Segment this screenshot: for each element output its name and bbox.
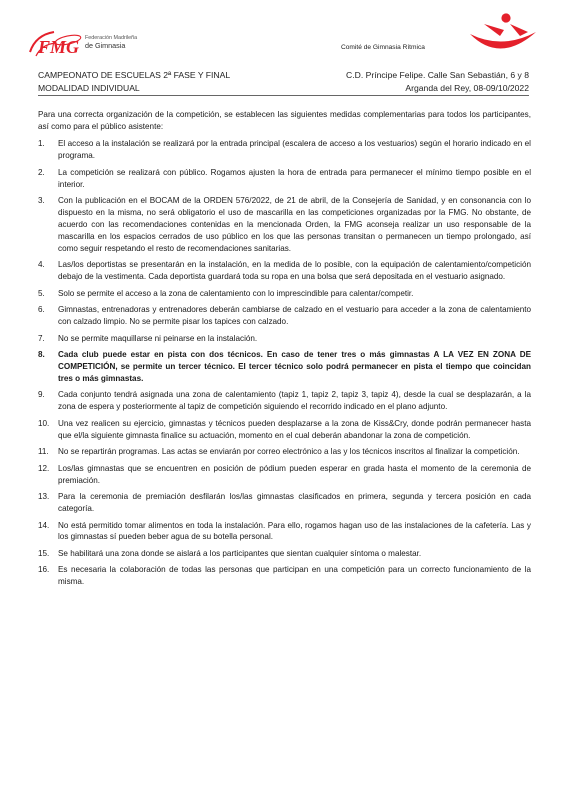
rule-text: Con la publicación en el BOCAM de la ORDEN 576/2022, de 21 de abril, de la Consejería de Sanidad, y en consonancia con lo dispuesto en la misma, no será obligatorio el uso de mascarilla en las competiciones organizadas por la FMG. No obstante, de acuerdo con las recomendaciones contenidas en la mencionada Orden, la FMG aconseja realizar un uso responsable de la mascarilla en los espacios cerrados de uso público en los que las personas transitan o permanecen un tiempo prolongado, así como seguir respetando el resto de recomendaciones sanitarias. <box>58 196 531 253</box>
rule-text: Es necesaria la colaboración de todas las personas que participan en una competición para un correcto funcionamiento de la misma. <box>58 565 531 587</box>
event-title-line-1: CAMPEONATO DE ESCUELAS 2ª FASE Y FINAL <box>38 70 231 80</box>
rule-number: 2. <box>38 167 45 177</box>
rule-item <box>38 195 531 255</box>
comite-name: Comité de Gimnasia Rítmica <box>341 44 425 51</box>
intro-paragraph: Para una correcta organización de la competición, se establecen las siguientes medidas complementarias para todos los participantes, así como para el público asistente: <box>38 110 531 131</box>
rule-item <box>38 491 531 515</box>
fmg-logo <box>26 26 156 60</box>
federation-name <box>85 35 137 50</box>
rule-item <box>38 418 531 442</box>
rule-text: Cada conjunto tendrá asignada una zona de calentamiento (tapiz 1, tapiz 2, tapiz 3, tapiz 4), desde la cual se desplazarán, a la zona de espera y posteriormente al tapiz de competición siguiendo el recorrido indicado en el plano adjunto. <box>58 390 531 412</box>
rule-item <box>38 463 531 487</box>
rule-item <box>38 288 531 300</box>
rule-number: 15. <box>38 548 50 558</box>
rule-text: La competición se realizará con público. Rogamos ajusten la hora de entrada para permanecer el mínimo tiempo posible en el interior. <box>58 167 531 189</box>
rule-text: Se habilitará una zona donde se aislará a los participantes que sientan cualquier síntoma o malestar. <box>58 548 422 558</box>
rule-number: 1. <box>38 139 45 149</box>
rule-text: Para la ceremonia de premiación desfilarán los/las gimnastas clasificados en primera, segunda y tercera posición en cada categoría. <box>58 492 531 513</box>
fmg-logo-mark-icon <box>26 26 84 60</box>
federation-line-1: Federación Madrileña <box>85 35 138 41</box>
rule-item <box>38 167 531 191</box>
rule-text: Gimnastas, entrenadoras y entrenadores deberán cambiarse de calzado en el vestuario para acceder a la zona de calentamiento con calzado limpio. No se permite pisar los tapices con calzado. <box>58 305 531 327</box>
rule-number: 9. <box>38 390 45 400</box>
rule-number: 7. <box>38 333 45 343</box>
event-venue-line-2: Arganda del Rey, 08-09/10/2022 <box>405 82 529 93</box>
rule-item <box>38 349 531 385</box>
rule-text: No se permite maquillarse ni peinarse en la instalación. <box>58 333 258 343</box>
document-body <box>38 109 531 593</box>
rules-list <box>38 138 531 588</box>
rule-item <box>38 446 531 458</box>
rule-text: Las/los deportistas se presentarán en la instalación, en la medida de lo posible, con la equipación de calentamiento/competición debajo de la vestimenta. Cada deportista guardará toda su ropa en una bolsa que será depositada en el vestuario asignado. <box>58 260 531 282</box>
event-title <box>38 69 230 94</box>
rule-number: 8. <box>38 350 45 360</box>
rule-number: 4. <box>38 260 45 270</box>
rule-item <box>38 548 531 560</box>
rule-item <box>38 520 531 544</box>
rule-item <box>38 564 531 588</box>
rule-number: 3. <box>38 196 45 206</box>
rule-item <box>38 333 531 345</box>
rule-text: El acceso a la instalación se realizará por la entrada principal (escalera de acceso a los vestuarios) según el horario indicado en el programa. <box>58 139 531 161</box>
rule-number: 6. <box>38 305 45 315</box>
rule-number: 14. <box>38 520 50 530</box>
rule-text: Solo se permite el acceso a la zona de calentamiento con lo imprescindible para calentar/competir. <box>58 288 414 298</box>
rule-text: Los/las gimnastas que se encuentren en posición de pódium pueden esperar en grada hasta el momento de la ceremonia de premiación. <box>58 463 531 485</box>
svg-text:FMG: FMG <box>38 37 80 57</box>
rule-text: No está permitido tomar alimentos en toda la instalación. Para ello, rogamos hagan uso de las instalaciones de la cafetería. Las y los gimnastas sí pueden beber agua de su botella personal. <box>58 520 531 542</box>
header-divider <box>38 95 529 96</box>
rule-text: Cada club puede estar en pista con dos técnicos. En caso de tener tres o más gimnastas A LA VEZ EN ZONA DE COMPETICIÓN, se permite un tercer técnico. El tercer técnico solo podrá permanecer en pista el tiempo que coincidan tres o más gimnastas. <box>58 350 531 383</box>
event-venue <box>346 69 529 94</box>
gymnast-ribbon-logo-icon <box>460 12 540 58</box>
rule-number: 10. <box>38 418 50 428</box>
rule-number: 13. <box>38 492 50 502</box>
event-venue-line-1: C.D. Príncipe Felipe. Calle San Sebastián, 6 y 8 <box>346 70 529 80</box>
rule-text: Una vez realicen su ejercicio, gimnastas y técnicos pueden desplazarse a la zona de Kiss&Cry, donde podrán permanecer hasta que el/la siguiente gimnasta finalice su actuación, momento en el cual deberán abandonar la zona de competición. <box>58 418 531 440</box>
rule-number: 11. <box>38 447 49 457</box>
federation-line-2: de Gimnasia <box>85 41 126 50</box>
rule-number: 12. <box>38 463 50 473</box>
rule-text: No se repartirán programas. Las actas se enviarán por correo electrónico a las y los técnicos inscritos al finalizar la competición. <box>58 447 520 457</box>
event-title-line-2: MODALIDAD INDIVIDUAL <box>38 82 140 93</box>
rule-item <box>38 259 531 283</box>
rule-item <box>38 304 531 328</box>
rule-number: 16. <box>38 565 50 575</box>
rule-number: 5. <box>38 288 45 298</box>
rule-item <box>38 389 531 413</box>
rule-item <box>38 138 531 162</box>
